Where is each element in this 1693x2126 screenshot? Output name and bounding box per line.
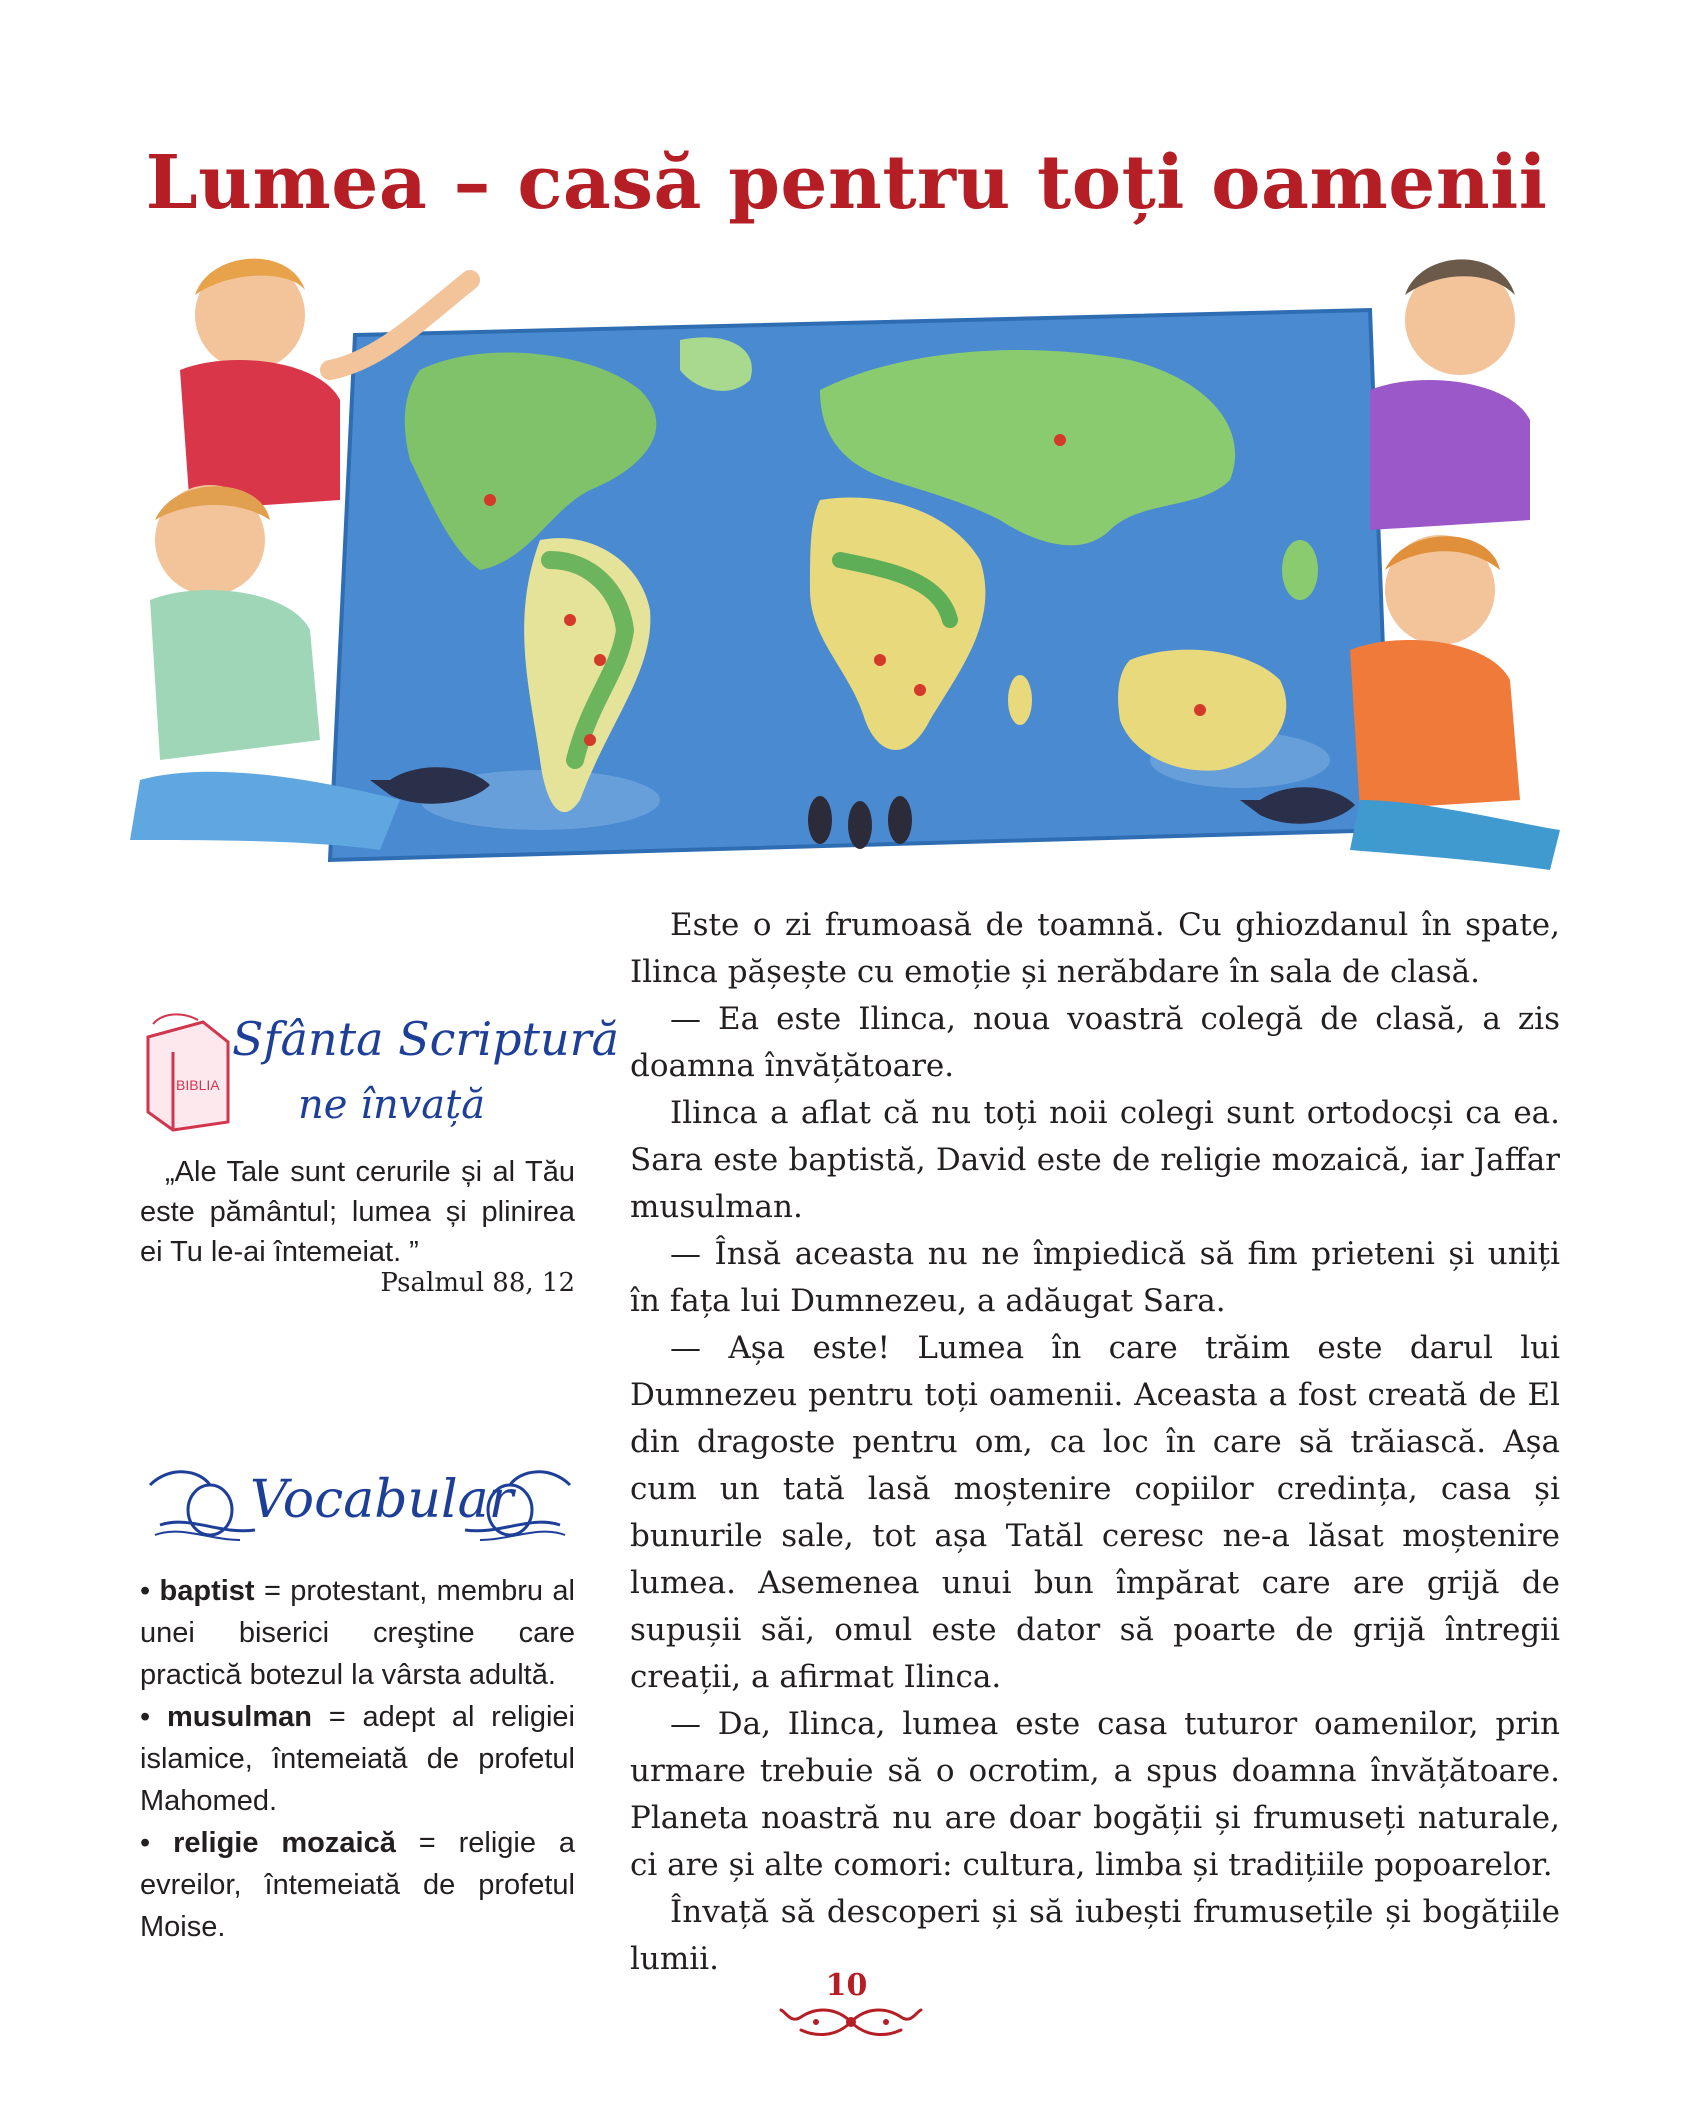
vocabulary-definition: = adept al religiei islamice, întemeiată de profetul Mahomed. bbox=[140, 1701, 575, 1817]
story-text bbox=[630, 902, 1560, 1983]
bible-label: BIBLIA bbox=[176, 1077, 220, 1093]
vocabulary-term: religie mozaică bbox=[173, 1827, 396, 1859]
vocabulary-item: • baptist = protestant, membru al unei biserici creştine care practică botezul la vârsta adultă. bbox=[140, 1575, 575, 1691]
vocabulary-term: musulman bbox=[166, 1701, 312, 1733]
scripture-quote: „Ale Tale sunt cerurile și al Tău este pământul; lumea și plinirea ei Tu le-ai întemeiat. ” bbox=[140, 1156, 575, 1268]
vocabulary-heading: Vocabular bbox=[250, 1470, 514, 1530]
vocabulary-definition: = protestant, membru al unei biserici creştine care practică botezul la vârsta adultă. bbox=[140, 1575, 575, 1691]
scripture-source: Psalmul 88, 12 bbox=[380, 1268, 575, 1298]
story-paragraph: Este o zi frumoasă de toamnă. Cu ghiozdanul în spate, Ilinca pășește cu emoție și nerăbdare în sala de clasă. bbox=[630, 907, 1560, 990]
story-paragraph: Învață să descoperi și să iubești frumusețile și bogățiile lumii. bbox=[630, 1894, 1560, 1977]
floral-ornament-icon bbox=[776, 2002, 926, 2042]
story-paragraph: — Da, Ilinca, lumea este casa tuturor oamenilor, prin urmare trebuie să o ocrotim, a spus doamna învățătoare. Planeta noastră nu are doar bogății și frumuseți naturale, ci are și alte comori: cultura, limba și tradițiile popoarelor. bbox=[630, 1706, 1560, 1883]
scripture-heading-line2: ne învață bbox=[298, 1082, 486, 1128]
penguins-icon bbox=[808, 796, 912, 849]
story-paragraph: Ilinca a aflat că nu toți noii colegi sunt ortodocși ca ea. Sara este baptistă, David este de religie mozaică, iar Jaffar musulman. bbox=[630, 1095, 1560, 1225]
story-paragraph: — Ea este Ilinca, noua voastră colegă de clasă, a zis doamna învățătoare. bbox=[630, 1001, 1560, 1084]
vocabulary-definition: = religie a evreilor, întemeiată de profetul Moise. bbox=[140, 1827, 575, 1943]
vocabulary-ornament-right-icon bbox=[460, 1455, 580, 1545]
scripture-heading-line1: Sfânta Scriptură bbox=[232, 1012, 620, 1066]
vocabulary-term: baptist bbox=[159, 1575, 255, 1607]
page-number: 10 bbox=[825, 1968, 868, 2003]
story-paragraph: — Așa este! Lumea în care trăim este darul lui Dumnezeu pentru toți oamenii. Aceasta a fost creată de El din dragoste pentru om, ca loc în care să trăiască. Așa cum un tată lasă moștenire copiilor credința, casa și bunurile sale, tot așa Tatăl ceresc ne-a lăsat moștenire lumea. Asemenea unui bun împărat care are grijă de supușii săi, omul este dator să poarte de grijă întregii creații, a afirmat Ilinca. bbox=[630, 1330, 1560, 1695]
vocabulary-list bbox=[140, 1570, 575, 1948]
vocabulary-ornament-left-icon bbox=[140, 1455, 260, 1545]
world-map-illustration bbox=[120, 240, 1570, 890]
bible-book-icon bbox=[143, 1012, 233, 1132]
story-paragraph: — Însă aceasta nu ne împiedică să fim prieteni și uniți în fața lui Dumnezeu, a adăugat Sara. bbox=[630, 1236, 1560, 1319]
vocabulary-item: • religie mozaică = religie a evreilor, întemeiată de profetul Moise. bbox=[140, 1827, 575, 1943]
vocabulary-item: • musulman = adept al religiei islamice, întemeiată de profetul Mahomed. bbox=[140, 1701, 575, 1817]
page-title: Lumea – casă pentru toți oamenii bbox=[145, 140, 1548, 226]
